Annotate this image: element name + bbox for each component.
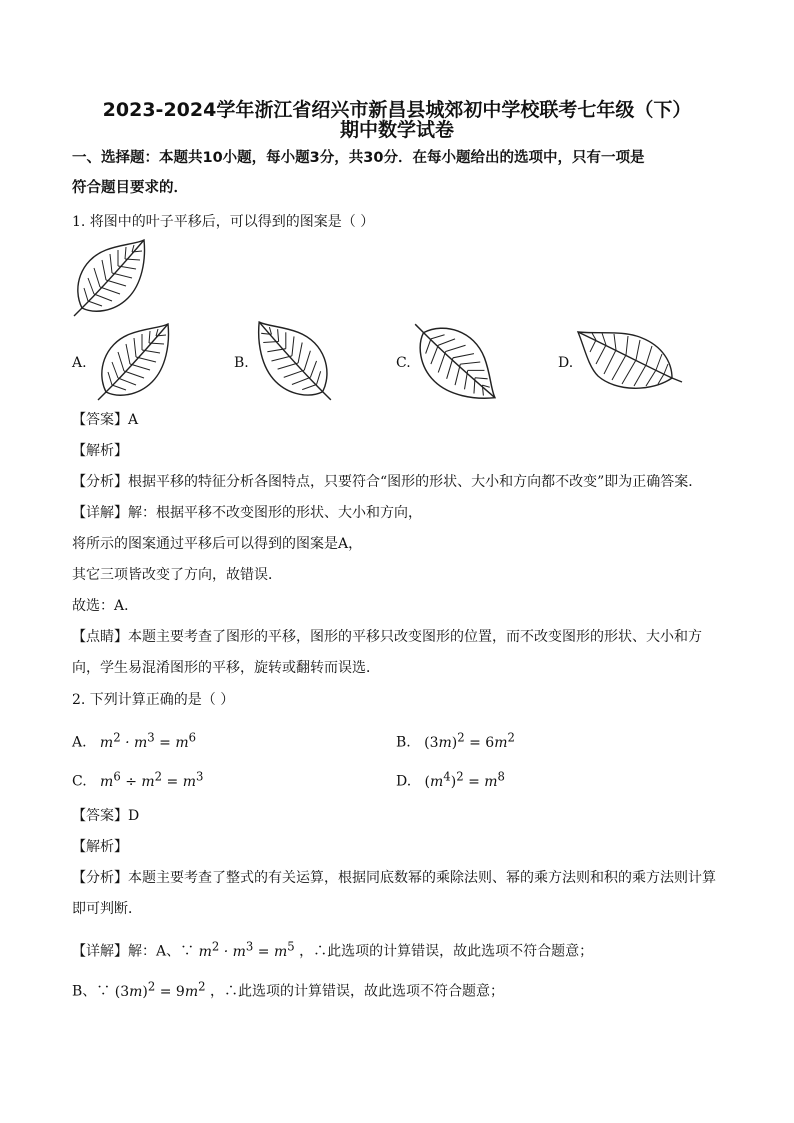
q2-option-c	[72, 769, 203, 790]
q1-guxuan: 故选：A．	[72, 598, 139, 614]
q2-fenxi-2: 即可判断．	[72, 901, 142, 917]
q1-jiexi: 【解析】	[72, 443, 128, 459]
section-header-line-2: 符合题目要求的．	[72, 180, 188, 196]
question-1-stem: 1. 将图中的叶子平移后，可以得到的图案是（ ）	[72, 214, 375, 230]
section-header-line-1: 一、选择题：本题共10小题，每小题3分，共30分．在每小题给出的选项中，只有一项是	[72, 150, 645, 166]
title-line-1: 2023-2024学年浙江省绍兴市新昌县城郊初中学校联考七年级（下）	[102, 99, 692, 121]
leaf-figure-option-c	[412, 318, 496, 406]
q2-xiangjie-a-formula: $m^2 \cdot m^3 = m^5$	[198, 939, 295, 960]
leaf-figure-option-d	[576, 326, 684, 398]
question-2-stem: 2. 下列计算正确的是（ ）	[72, 692, 235, 708]
q2-xiangjie-b-formula: $(3m)^2 = 9m^2$	[114, 979, 206, 1000]
q2-option-b-formula: $(3m)^2 = 6m^2$	[424, 730, 515, 751]
q2-xiangjie-a-prefix: 【详解】解：A、∵	[72, 943, 195, 960]
leaf-figure-option-b	[252, 320, 336, 404]
q2-option-a-formula: $m^2 \cdot m^3 = m^6$	[91, 730, 197, 751]
q1-answer: 【答案】A	[72, 412, 139, 428]
q2-option-b	[396, 730, 515, 751]
q2-xiangjie-a-suffix: ，∴此选项的计算错误，故此选项不符合题意；	[299, 943, 594, 960]
q2-answer: 【答案】D	[72, 808, 140, 824]
leaf-figure-original	[70, 238, 150, 320]
q1-dianjing-1: 【点睛】本题主要考查了图形的平移，图形的平移只改变图形的位置，而不改变图形的形状、大小和方	[72, 629, 702, 645]
q1-option-a-label: A.	[72, 355, 87, 371]
q2-jiexi: 【解析】	[72, 839, 128, 855]
q2-xiangjie-b-prefix: B、∵	[72, 983, 111, 1000]
q2-fenxi-1: 【分析】本题主要考查了整式的有关运算，根据同底数幂的乘除法则、幂的乘方法则和积的乘方法则计算	[72, 870, 716, 886]
q2-option-d-label: D.	[396, 773, 412, 790]
q2-xiangjie-a	[72, 936, 734, 962]
q2-option-d	[396, 769, 505, 790]
q2-xiangjie-b	[72, 976, 734, 1002]
q1-option-d-label: D.	[558, 355, 574, 371]
title-line-2: 期中数学试卷	[339, 119, 454, 141]
leaf-figure-option-a	[92, 322, 176, 404]
q2-option-a	[72, 730, 196, 751]
q1-xiangjie-2: 将所示的图案通过平移后可以得到的图案是A，	[72, 536, 363, 552]
q1-xiangjie-3: 其它三项皆改变了方向，故错误．	[72, 567, 282, 583]
q2-option-c-label: C.	[72, 773, 87, 790]
q1-xiangjie-1: 【详解】解：根据平移不改变图形的形状、大小和方向，	[72, 505, 422, 521]
q1-option-c-label: C.	[396, 355, 411, 371]
q2-option-d-formula: $(m^4)^2 = m^8$	[424, 769, 505, 790]
q1-option-b-label: B.	[234, 355, 249, 371]
q1-fenxi: 【分析】根据平移的特征分析各图特点，只要符合“图形的形状、大小和方向都不改变”即为正确答案．	[72, 474, 703, 490]
q1-dianjing-2: 向，学生易混淆图形的平移，旋转或翻转而误选．	[72, 660, 380, 676]
q2-option-c-formula: $m^6 \div m^2 = m^3$	[91, 769, 204, 790]
q2-option-a-label: A.	[72, 734, 87, 751]
q2-xiangjie-b-suffix: ，∴此选项的计算错误，故此选项不符合题意；	[210, 983, 504, 1000]
q2-option-b-label: B.	[396, 734, 411, 751]
